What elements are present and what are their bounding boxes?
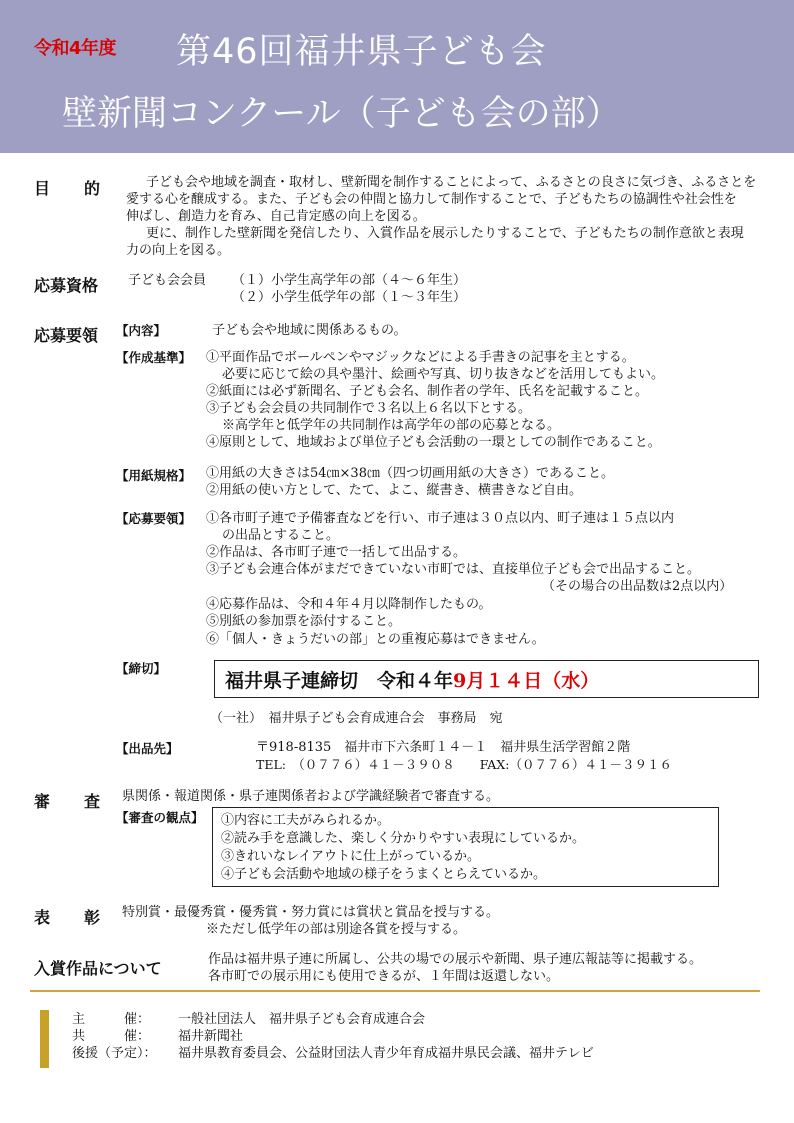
submit-label: 【出品先】 [116, 741, 179, 756]
review-point-1: ①内容に工夫がみられるか。 [221, 813, 391, 828]
criteria-line-6: ④原則として、地域および単位子ども会活動の一環としての制作であること。 [206, 435, 661, 450]
purpose-line-1: 子ども会や地域を調査・取材し、壁新聞を制作することによって、ふるさとの良さに気づき、ふるさとを [146, 175, 757, 190]
title-line-2: 壁新聞コンクール（子ども会の部） [62, 94, 621, 134]
review-heading: 審査 [34, 792, 135, 811]
header-banner [0, 0, 794, 153]
paper-line-1: ①用紙の大きさは54㎝×38㎝（四つ切画用紙の大きさ）であること。 [206, 466, 614, 481]
criteria-line-4: ③子ども会会員の共同制作で３名以上６名以下とする。 [206, 401, 532, 416]
apply-line-7: ⑤別紙の参加票を添付すること。 [206, 614, 402, 629]
review-point-3: ③きれいなレイアウトに仕上がっているか。 [221, 849, 480, 864]
cosponsor: 福井新聞社 [178, 1029, 244, 1044]
support-label: 後援（予定）： [72, 1046, 157, 1061]
purpose-line-4: 更に、制作した壁新聞を発信したり、入賞作品を展示したりすることで、子どもたちの制作意欲と表現 [146, 226, 744, 241]
eligibility-item-2: （２）小学生低学年の部（１～３年生） [232, 290, 467, 305]
phone-line: TEL: （０７７６）４１－３９０８ FAX:（０７７６）４１－３９１６ [256, 757, 672, 772]
criteria-line-5: ※高学年と低学年の共同制作は高学年の部の応募となる。 [222, 418, 561, 433]
deadline-prefix: 福井県子連締切 令和４年 [225, 670, 454, 692]
apply-line-8: ⑥「個人・きょうだいの部」との重複応募はできません。 [206, 632, 545, 647]
deadline-label: 【締切】 [116, 661, 167, 676]
purpose-line-5: 力の向上を図る。 [126, 243, 231, 258]
paper-line-2: ②用紙の使い方として、たて、よこ、縦書き、横書きなど自由。 [206, 483, 582, 498]
apply-line-4: ③子ども会連合体がまだできていない市町では、直接単位子ども会で出品すること。 [206, 562, 701, 577]
content-label: 【内容】 [116, 323, 167, 338]
criteria-line-1: ①平面作品でボールペンやマジックなどによる手書きの記事を主とする。 [206, 350, 635, 365]
content-text: 子ども会や地域に関係あるもの。 [212, 323, 407, 338]
fiscal-year: 令和4年度 [34, 38, 117, 59]
apply-line-5: （その場合の出品数は2点以内） [542, 579, 733, 594]
review-points-box [212, 807, 719, 887]
organization-line: （一社） 福井県子ども会育成連合会 事務局 宛 [210, 711, 503, 726]
winning-works-line-2: 各市町での展示用にも使用できるが、１年間は返還しない。 [208, 969, 560, 984]
address-line: 〒918-8135 福井市下六条町１４－１ 福井県生活学習館２階 [256, 740, 631, 755]
footer-divider [30, 990, 760, 992]
cosponsor-label: 共 催： [72, 1029, 151, 1044]
awards-line-1: 特別賞・最優秀賞・優秀賞・努力賞には賞状と賞品を授与する。 [122, 905, 500, 920]
review-view-label: 【審査の観点】 [116, 810, 204, 825]
review-point-2: ②読み手を意識した、楽しく分かりやすい表現にしているか。 [221, 831, 586, 846]
apply-line-3: ②作品は、各市町子連で一括して出品する。 [206, 545, 467, 560]
apply-line-1: ①各市町子連で予備審査などを行い、市子連は３０点以内、町子連は１５点以内 [206, 511, 675, 526]
criteria-label: 【作成基準】 [116, 350, 192, 365]
guidelines-heading: 応募要領 [34, 326, 99, 345]
support: 福井県教育委員会、公益財団法人青少年育成福井県民会議、福井テレビ [178, 1046, 594, 1061]
awards-line-2: ※ただし低学年の部は別途各賞を授与する。 [206, 922, 467, 937]
eligibility-item-1: （１）小学生高学年の部（４～６年生） [232, 273, 467, 288]
purpose-line-2: 愛する心を醸成する。また、子ども会の仲間と協力して制作することで、子どもたちの協調性や社会性を [126, 192, 737, 207]
apply-line-2: の出品とすること。 [222, 528, 340, 543]
review-text: 県関係・報道関係・県子連関係者および学識経験者で審査する。 [122, 789, 500, 804]
eligibility-label: 子ども会会員 [128, 273, 207, 288]
deadline-box [214, 660, 759, 698]
sponsor-label: 主 催： [72, 1012, 151, 1027]
review-point-4: ④子ども会活動や地域の様子をうまくとらえているか。 [221, 867, 547, 882]
purpose-line-3: 伸ばし、創造力を育み、自己肯定感の向上を図る。 [126, 209, 426, 224]
gold-accent-bar [40, 1010, 49, 1068]
sponsor: 一般社団法人 福井県子ども会育成連合会 [178, 1012, 426, 1027]
purpose-heading: 目的 [34, 179, 135, 198]
apply-line-6: ④応募作品は、令和４年４月以降制作したもの。 [206, 597, 492, 612]
awards-heading: 表彰 [34, 908, 135, 927]
criteria-line-3: ②紙面には必ず新聞名、子ども会名、制作者の学年、氏名を記載すること。 [206, 384, 649, 399]
eligibility-heading: 応募資格 [34, 276, 99, 295]
apply-label: 【応募要領】 [116, 511, 192, 526]
title-line-1: 第46回福井県子ども会 [176, 32, 547, 72]
deadline-text [225, 666, 599, 693]
paper-label: 【用紙規格】 [116, 468, 192, 483]
deadline-date: 9月１４日（水） [453, 670, 600, 692]
criteria-line-2: 必要に応じて絵の具や墨汁、絵画や写真、切り抜きなどを活用してもよい。 [222, 367, 665, 382]
winning-works-line-1: 作品は福井県子連に所属し、公共の場での展示や新聞、県子連広報誌等に掲載する。 [208, 952, 703, 967]
winning-works-heading: 入賞作品について [34, 959, 162, 978]
